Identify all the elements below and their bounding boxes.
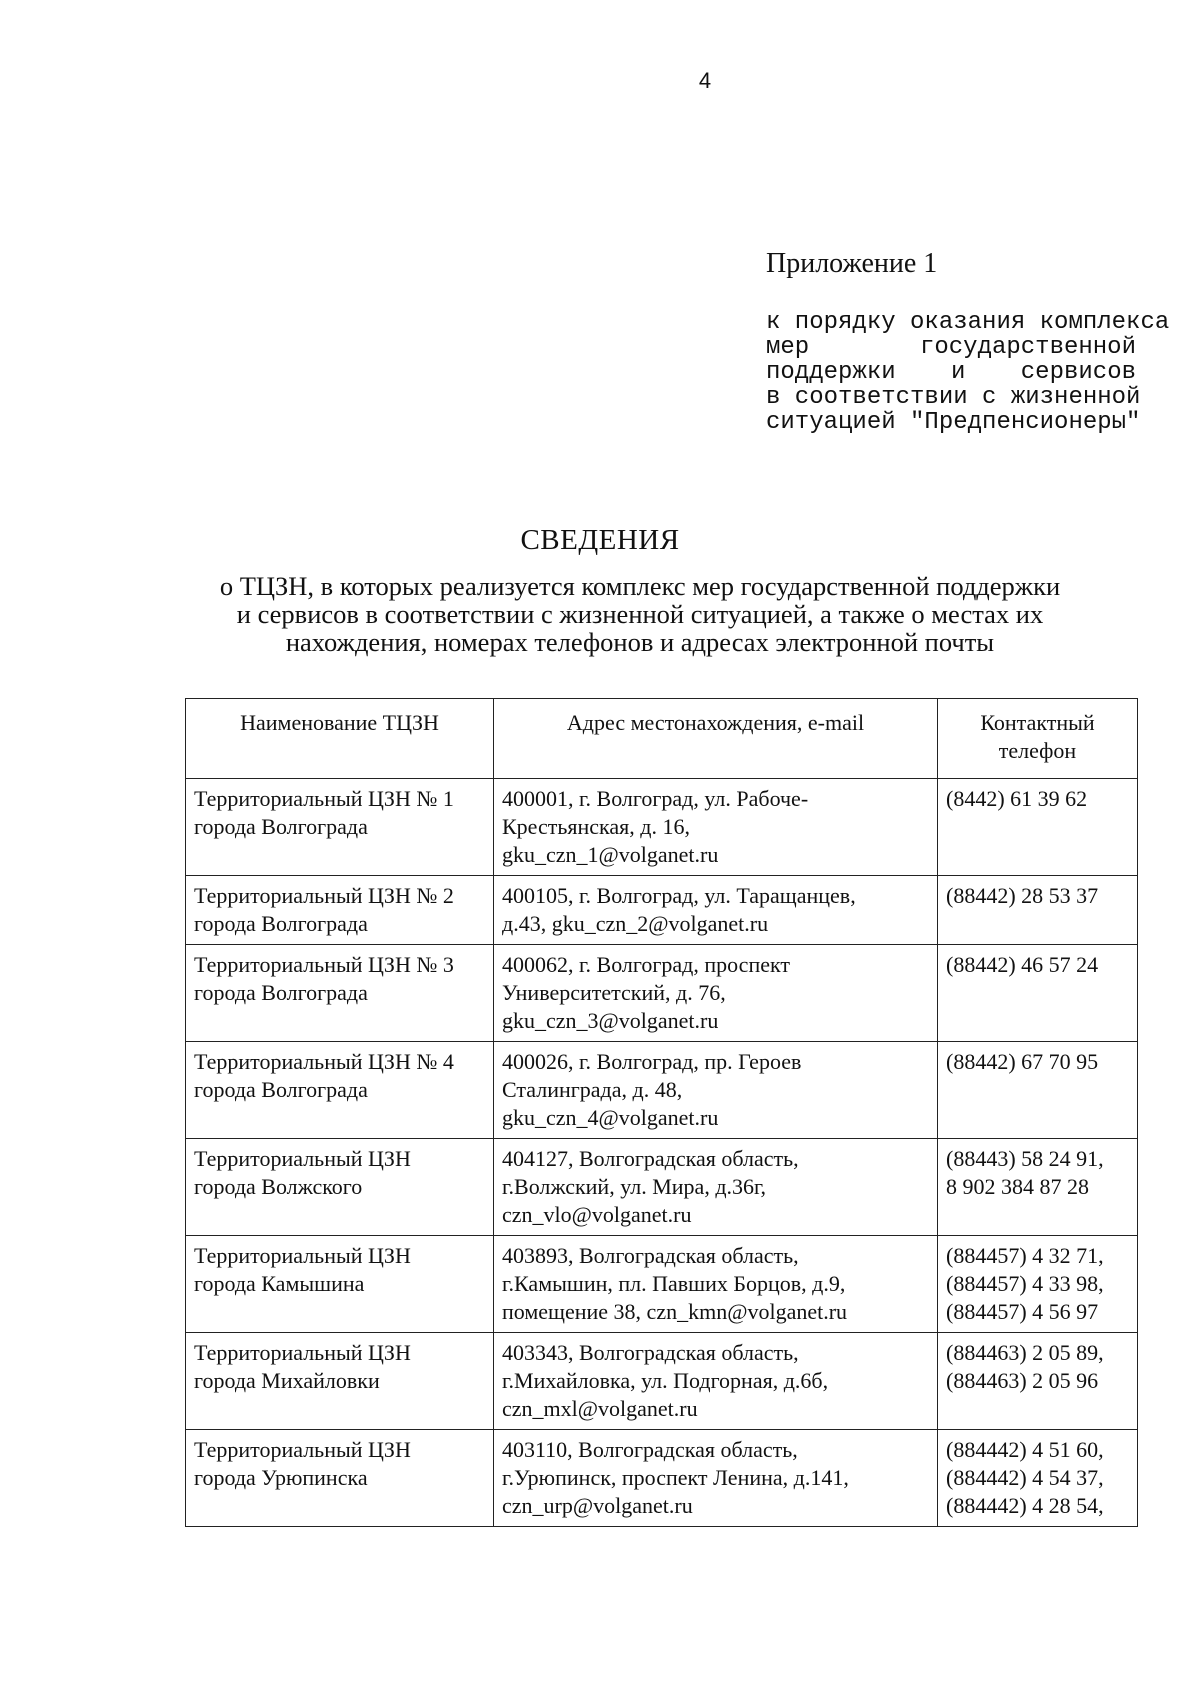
- table-row: [186, 1236, 1138, 1333]
- table-row: [186, 1333, 1138, 1430]
- cell-name-line: Территориальный ЦЗН № 4: [194, 1049, 454, 1074]
- cell-name-line: Территориальный ЦЗН № 2: [194, 883, 454, 908]
- cell-phone-line: (884457) 4 56 97: [946, 1299, 1099, 1324]
- cell-address-line: Сталинграда, д. 48,: [502, 1077, 683, 1102]
- subheading-line: и сервисов в соответствии с жизненной ситуацией, а также о местах их: [236, 599, 1044, 629]
- cell-address-line: 400026, г. Волгоград, пр. Героев: [502, 1049, 802, 1074]
- appendix-word: и: [951, 359, 966, 386]
- cell-phone-line: (884457) 4 33 98,: [946, 1271, 1104, 1296]
- cell-address-line: г.Камышин, пл. Павших Борцов, д.9,: [502, 1271, 846, 1296]
- cell-name-line: Территориальный ЦЗН: [194, 1243, 411, 1268]
- cell-name: [186, 1139, 494, 1236]
- cell-phone-line: (884442) 4 28 54,: [946, 1493, 1104, 1518]
- cell-address: [494, 945, 938, 1042]
- cell-phone-line: (884463) 2 05 96: [946, 1368, 1099, 1393]
- table-row: [186, 876, 1138, 945]
- cell-phone: [938, 1430, 1138, 1527]
- subheading-line: нахождения, номерах телефонов и адресах электронной почты: [285, 627, 995, 657]
- cell-address-line: д.43, gku_czn_2@volganet.ru: [502, 911, 769, 936]
- cell-address-line: 400105, г. Волгоград, ул. Таращанцев,: [502, 883, 856, 908]
- header-phone: Контактный телефон: [938, 699, 1138, 779]
- table-row: [186, 1139, 1138, 1236]
- appendix-word: мер: [766, 334, 810, 361]
- cell-phone-line: (88442) 46 57 24: [946, 952, 1099, 977]
- cell-phone-line: (884442) 4 54 37,: [946, 1465, 1104, 1490]
- appendix-line: [766, 360, 1136, 385]
- cell-name: [186, 1236, 494, 1333]
- table-row: [186, 1430, 1138, 1527]
- cell-phone-line: (88442) 67 70 95: [946, 1049, 1099, 1074]
- table-body: [186, 779, 1138, 1527]
- cell-phone: [938, 1333, 1138, 1430]
- appendix-word: поддержки: [766, 359, 896, 386]
- cell-address-line: 403893, Волгоградская область,: [502, 1243, 799, 1268]
- cell-phone: [938, 1042, 1138, 1139]
- table-header-row: [186, 699, 1138, 779]
- cell-address-line: г.Михайловка, ул. Подгорная, д.6б,: [502, 1368, 829, 1393]
- appendix-title: Приложение 1: [766, 248, 938, 279]
- cell-address-line: Университетский, д. 76,: [502, 980, 726, 1005]
- cell-address-line: г.Урюпинск, проспект Ленина, д.141,: [502, 1465, 849, 1490]
- cell-address-line: Крестьянская, д. 16,: [502, 814, 690, 839]
- appendix-word: государственной: [919, 334, 1136, 361]
- cell-address: [494, 1139, 938, 1236]
- cell-address: [494, 1430, 938, 1527]
- cell-name-line: города Михайловки: [194, 1368, 380, 1393]
- cell-name-line: города Волгограда: [194, 814, 368, 839]
- subheading-line: о ТЦЗН, в которых реализуется комплекс мер государственной поддержки: [219, 571, 1061, 601]
- cell-name: [186, 1333, 494, 1430]
- cell-name-line: Территориальный ЦЗН: [194, 1340, 411, 1365]
- header-name: Наименование ТЦЗН: [186, 699, 494, 779]
- cell-address-line: 403343, Волгоградская область,: [502, 1340, 799, 1365]
- cell-address-line: gku_czn_3@volganet.ru: [502, 1008, 719, 1033]
- appendix-line: [766, 335, 1136, 360]
- appendix-line: ситуацией "Предпенсионеры": [766, 409, 1141, 436]
- cell-address-line: помещение 38, czn_kmn@volganet.ru: [502, 1299, 848, 1324]
- cell-phone: [938, 945, 1138, 1042]
- cell-name-line: Территориальный ЦЗН № 3: [194, 952, 454, 977]
- cell-phone-line: (88443) 58 24 91,: [946, 1146, 1104, 1171]
- document-heading: СВЕДЕНИЯ: [520, 524, 680, 556]
- cell-name-line: Территориальный ЦЗН: [194, 1437, 411, 1462]
- cell-address-line: gku_czn_4@volganet.ru: [502, 1105, 719, 1130]
- cell-phone-line: 8 902 384 87 28: [946, 1174, 1089, 1199]
- cell-address-line: czn_mxl@volganet.ru: [502, 1396, 698, 1421]
- tczn-table: [185, 698, 1138, 1527]
- cell-name: [186, 1042, 494, 1139]
- cell-address-line: 400062, г. Волгоград, проспект: [502, 952, 790, 977]
- cell-address-line: 400001, г. Волгоград, ул. Рабоче-: [502, 786, 809, 811]
- table-row: [186, 779, 1138, 876]
- cell-address-line: 404127, Волгоградская область,: [502, 1146, 799, 1171]
- cell-name-line: Территориальный ЦЗН: [194, 1146, 411, 1171]
- cell-address-line: gku_czn_1@volganet.ru: [502, 842, 719, 867]
- appendix-word: сервисов: [1020, 359, 1136, 386]
- cell-phone-line: (884457) 4 32 71,: [946, 1243, 1104, 1268]
- cell-phone: [938, 876, 1138, 945]
- appendix-text: [766, 309, 1170, 436]
- cell-name-line: города Волжского: [194, 1174, 363, 1199]
- cell-name-line: Территориальный ЦЗН № 1: [194, 786, 454, 811]
- cell-phone: [938, 1139, 1138, 1236]
- appendix-line: в соответствии с жизненной: [766, 384, 1141, 411]
- cell-phone-line: (88442) 28 53 37: [946, 883, 1099, 908]
- cell-name: [186, 779, 494, 876]
- cell-address: [494, 1236, 938, 1333]
- cell-address: [494, 1042, 938, 1139]
- cell-phone-line: (8442) 61 39 62: [946, 786, 1088, 811]
- cell-phone: [938, 779, 1138, 876]
- cell-name: [186, 1430, 494, 1527]
- cell-address-line: czn_urp@volganet.ru: [502, 1493, 693, 1518]
- cell-address: [494, 779, 938, 876]
- cell-phone-line: (884442) 4 51 60,: [946, 1437, 1104, 1462]
- cell-name: [186, 876, 494, 945]
- cell-address-line: г.Волжский, ул. Мира, д.36г,: [502, 1174, 767, 1199]
- cell-name: [186, 945, 494, 1042]
- cell-name-line: города Урюпинска: [194, 1465, 368, 1490]
- cell-address-line: 403110, Волгоградская область,: [502, 1437, 798, 1462]
- appendix-line: к порядку оказания комплекса: [766, 309, 1170, 336]
- table-row: [186, 1042, 1138, 1139]
- header-address: Адрес местонахождения, e-mail: [494, 699, 938, 779]
- cell-name-line: города Волгограда: [194, 911, 368, 936]
- cell-address-line: czn_vlo@volganet.ru: [502, 1202, 692, 1227]
- cell-phone-line: (884463) 2 05 89,: [946, 1340, 1104, 1365]
- cell-name-line: города Волгограда: [194, 980, 368, 1005]
- page-number: 4: [698, 68, 712, 93]
- table-row: [186, 945, 1138, 1042]
- document-subheading: [150, 572, 1130, 656]
- cell-address: [494, 1333, 938, 1430]
- cell-name-line: города Камышина: [194, 1271, 365, 1296]
- cell-address: [494, 876, 938, 945]
- cell-name-line: города Волгограда: [194, 1077, 368, 1102]
- cell-phone: [938, 1236, 1138, 1333]
